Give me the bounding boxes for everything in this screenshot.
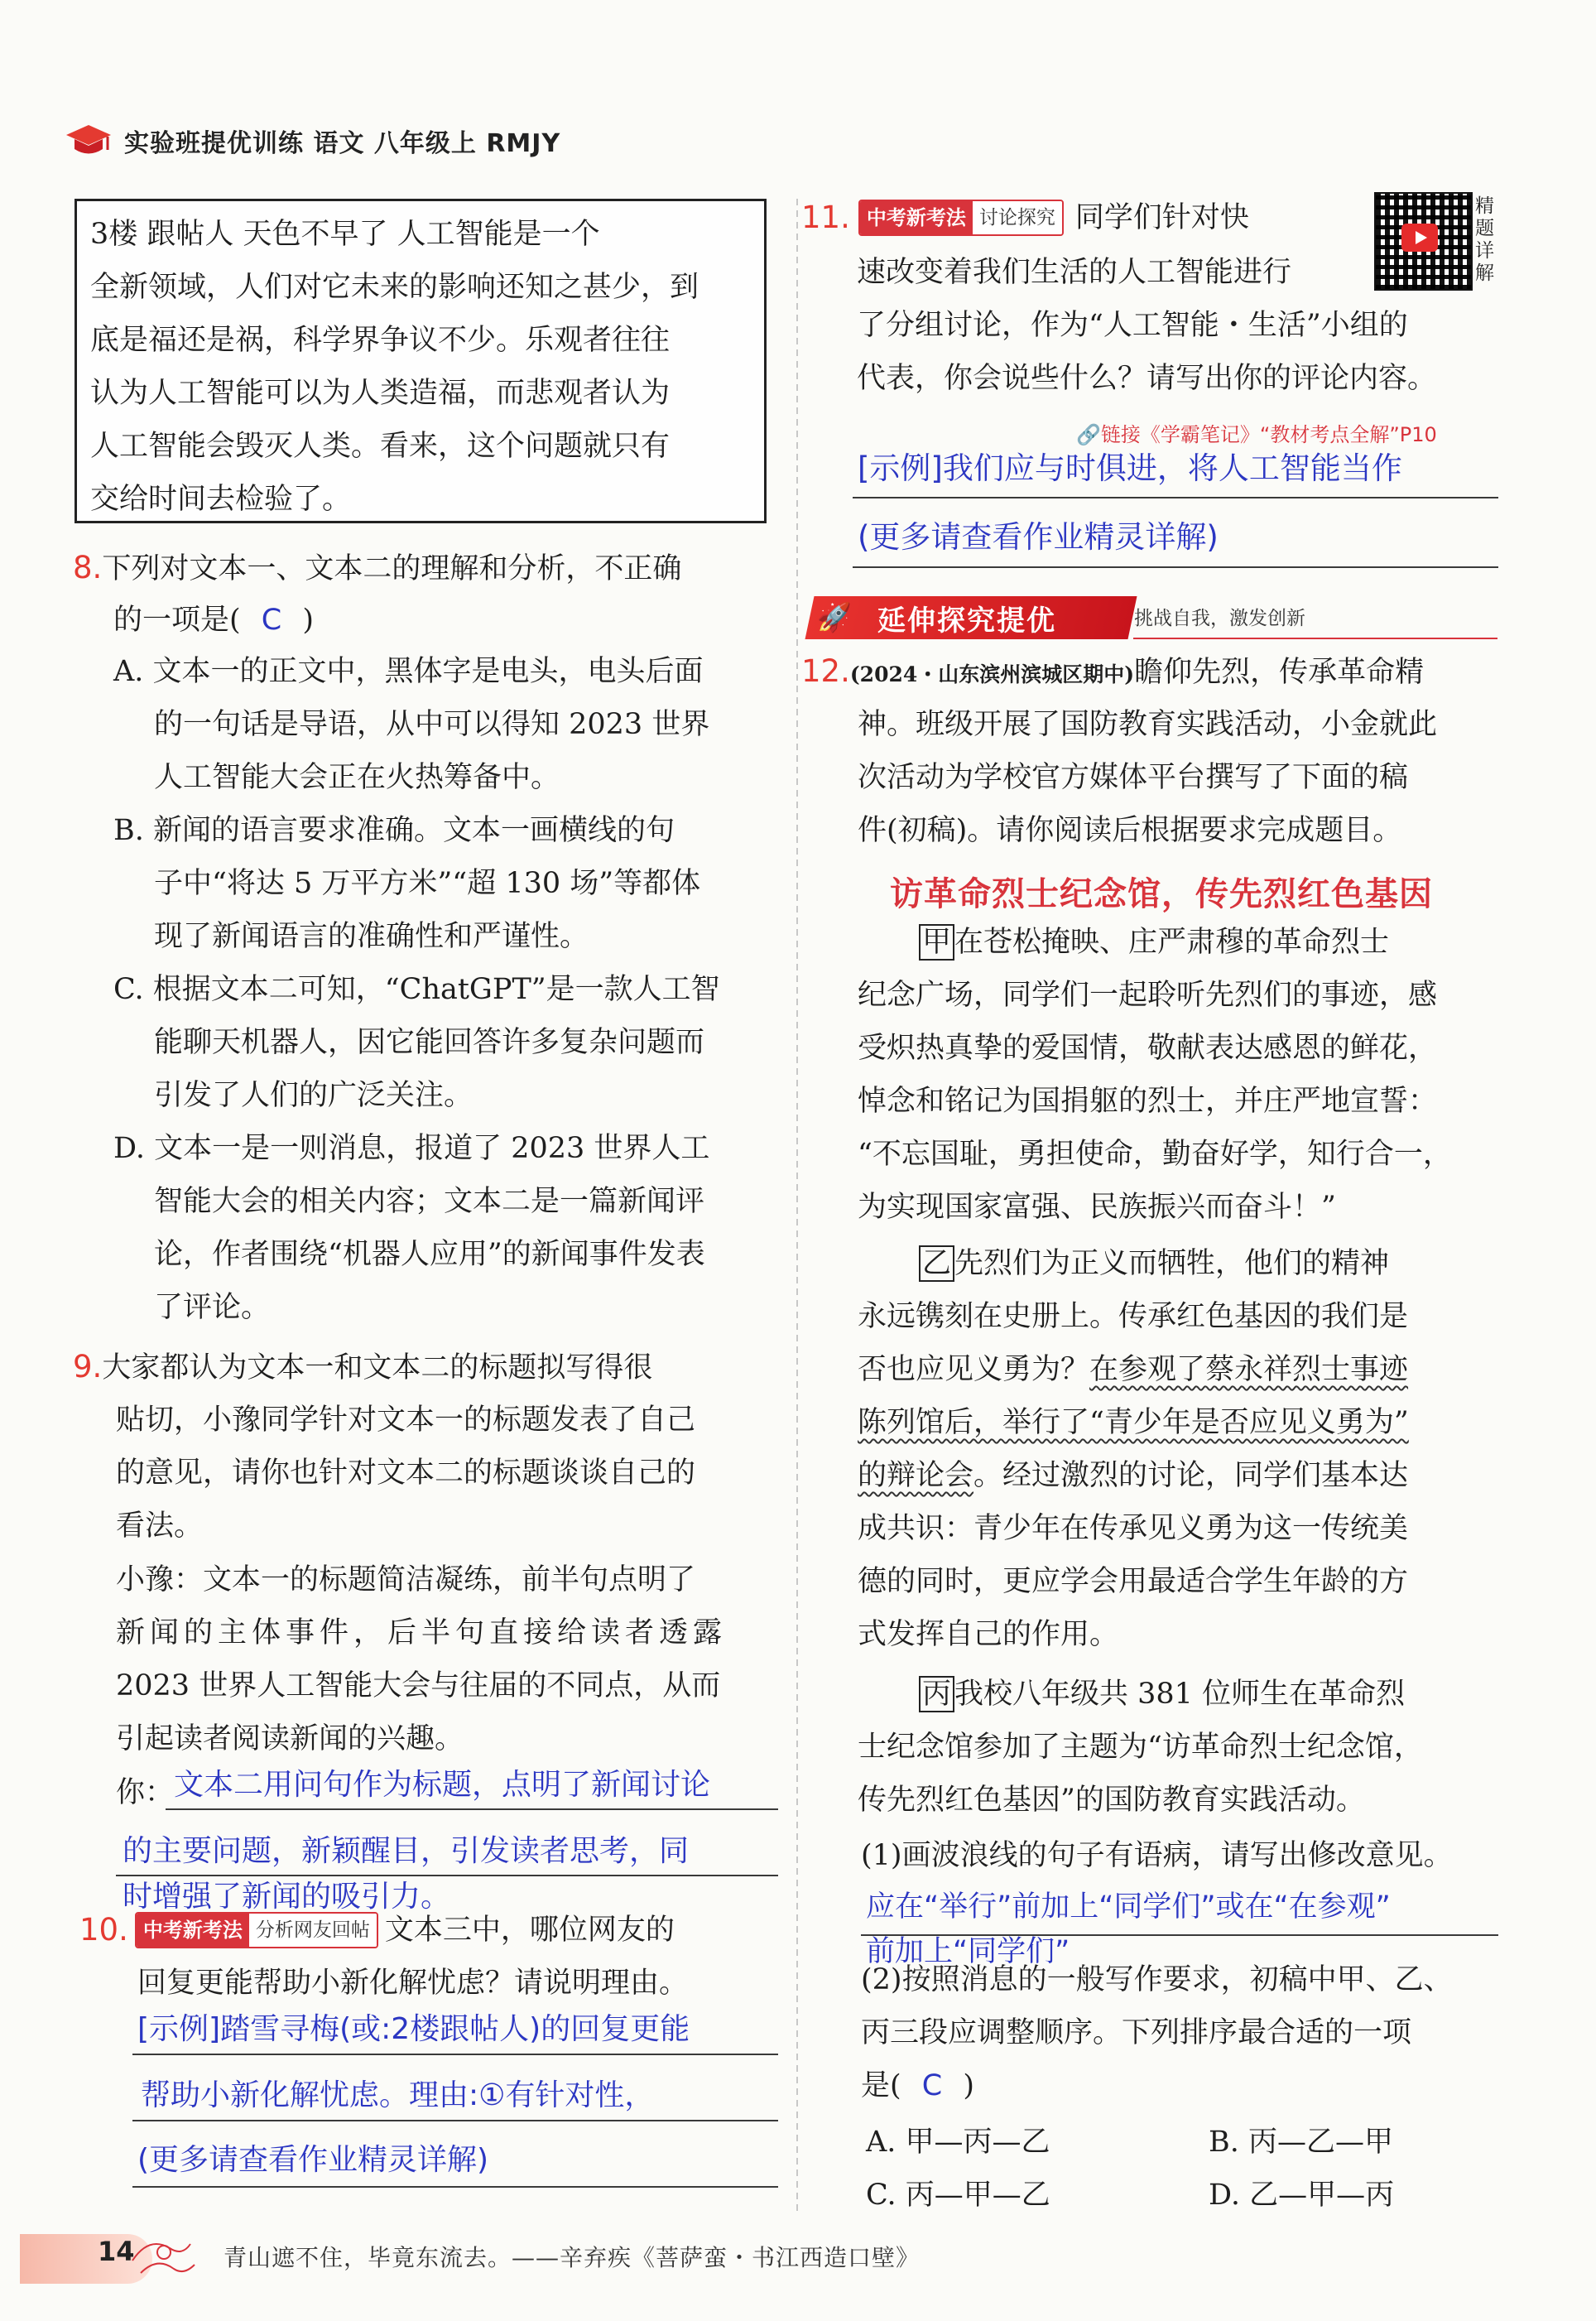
wavy-sentence: 在参观了蔡永祥烈士事迹 <box>1089 1353 1409 1386</box>
paragraph-label: 丙 <box>919 1676 954 1712</box>
option-text: 了评论。 <box>154 1291 271 1324</box>
question-text: 了分组讨论，作为“人工智能・生活”小组的 <box>857 309 1408 342</box>
answer-underline <box>132 2054 778 2055</box>
answer-line: 帮助小新化解忧虑。理由:①有针对性， <box>141 2078 655 2112</box>
question-text: 速改变着我们生活的人工智能进行 <box>857 256 1292 289</box>
question-8-stem: 8.下列对文本一、文本二的理解和分析，不正确 <box>73 550 682 585</box>
link-note: 🔗链接《学霸笔记》“教材考点全解”P10 <box>1076 423 1437 446</box>
question-text: 件(初稿)。请你阅读后根据要求完成题目。 <box>858 814 1402 847</box>
answer-underline <box>853 566 1498 568</box>
paragraph-yi: 乙 先烈们为正义而牺牲，他们的精神 <box>919 1237 1389 1290</box>
quote-line: 全新领域，人们对它未来的影响还知之甚少，到 <box>90 271 699 304</box>
extension-rule <box>1133 638 1497 639</box>
option-text: 论，作者围绕“机器人应用”的新闻事件发表 <box>154 1238 705 1271</box>
hand-drawn-doodle-icon <box>124 2227 199 2285</box>
extension-title: 延伸探究提优 <box>877 604 1056 638</box>
sub-question-2: 丙三段应调整顺序。下列排序最合适的一项 <box>861 2016 1412 2049</box>
paragraph-line: 传先烈红色基因”的国防教育实践活动。 <box>858 1784 1365 1817</box>
answer-underline <box>166 1808 778 1810</box>
option-c: C. 根据文本二可知，“ChatGPT”是一款人工智 <box>113 973 720 1006</box>
qr-label: 精题详解 <box>1475 195 1494 284</box>
paragraph-line: “不忘国耻，勇担使命，勤奋好学，知行合一， <box>858 1138 1452 1171</box>
paragraph-line: 纪念广场，同学们一起聆听先烈们的事迹，感 <box>858 979 1438 1012</box>
quote-box <box>75 199 767 523</box>
answer-line: (更多请查看作业精灵详解) <box>137 2143 489 2177</box>
quote-line: 认为人工智能可以为人类造福，而悲观者认为 <box>90 377 671 410</box>
article-title: 访革命烈士纪念馆，传先烈红色基因 <box>890 875 1433 913</box>
answer-line: 的主要问题，新颖醒目，引发读者思考，同 <box>123 1834 690 1868</box>
question-8-stem-2: 的一项是( C ) <box>113 604 315 637</box>
quote-line: 交给时间去检验了。 <box>90 483 352 516</box>
quote-line: 底是福还是祸，科学界争议不少。乐观者往往 <box>90 324 671 357</box>
option-a: A. 文本一的正文中，黑体字是电头，电头后面 <box>113 655 704 688</box>
question-source: (2024・山东滨州滨城区期中) <box>849 662 1135 686</box>
xiaoyu-opinion: 新闻的主体事件，后半句直接给读者透露 <box>116 1616 728 1649</box>
link-icon: 🔗 <box>1076 423 1101 446</box>
paragraph-line: 受炽热真挚的爱国情，敬献表达感恩的鲜花， <box>858 1032 1438 1065</box>
paragraph-label: 乙 <box>919 1245 954 1282</box>
xiaoyu-opinion: 小豫：文本一的标题简洁凝练，前半句点明了 <box>116 1563 696 1596</box>
question-9-stem: 9.大家都认为文本一和文本二的标题拟写得很 <box>73 1349 653 1384</box>
column-divider <box>796 199 798 2211</box>
paragraph-line: 成共识：青少年在传承见义勇为这一传统美 <box>858 1512 1409 1545</box>
you-label: 你： <box>116 1776 175 1809</box>
option-a: A. 甲—丙—乙 <box>866 2126 1050 2159</box>
quote-line: 3楼 跟帖人 天色不早了 人工智能是一个 <box>90 218 600 251</box>
option-text: 现了新闻语言的准确性和严谨性。 <box>154 920 589 953</box>
paragraph-line: 悼念和铭记为国捐躯的烈士，并庄严地宣誓： <box>858 1085 1438 1118</box>
paragraph-jia: 甲 在苍松掩映、庄严肃穆的革命烈士 <box>919 916 1389 969</box>
question-text: 神。班级开展了国防教育实践活动，小金就此 <box>858 708 1438 741</box>
paragraph-line: 否也应见义勇为？在参观了蔡永祥烈士事迹 <box>858 1353 1409 1386</box>
answer-line: [示例]踏雪寻梅(或:2楼跟帖人)的回复更能 <box>137 2012 690 2046</box>
answer-underline <box>853 497 1498 498</box>
play-icon[interactable] <box>1401 224 1438 252</box>
new-exam-tag: 中考新考法 讨论探究 <box>858 200 1064 236</box>
question-number: 12. <box>801 653 850 689</box>
extension-subtitle: 挑战自我，激发创新 <box>1134 608 1305 629</box>
option-c: C. 丙—甲—乙 <box>866 2179 1050 2212</box>
question-text: 代表，你会说些什么？请写出你的评论内容。 <box>857 362 1437 395</box>
sub-question-1: (1)画波浪线的句子有语病，请写出修改意见。 <box>861 1839 1453 1872</box>
answer-choice: C <box>261 604 282 637</box>
paragraph-line: 为实现国家富强、民族振兴而奋斗！” <box>858 1191 1336 1224</box>
wavy-sentence: 陈列馆后，举行了“青少年是否应见义勇为” <box>858 1406 1409 1439</box>
new-exam-tag: 中考新考法 分析网友回帖 <box>135 1912 378 1948</box>
option-d: D. 乙—甲—丙 <box>1209 2179 1395 2212</box>
answer-line: 时增强了新闻的吸引力。 <box>123 1880 451 1914</box>
xiaoyu-opinion: 2023 世界人工智能大会与往届的不同点，从而 <box>116 1669 721 1702</box>
question-number: 8. <box>73 550 103 585</box>
answer-line: [示例]我们应与时俱进，将人工智能当作 <box>858 450 1402 486</box>
quote-line: 人工智能会毁灭人类。看来，这个问题就只有 <box>90 430 671 463</box>
wavy-sentence: 的辩论会 <box>858 1459 974 1492</box>
question-12-stem: 12.(2024・山东滨州滨城区期中)瞻仰先烈，传承革命精 <box>801 653 1425 689</box>
answer-underline <box>132 2186 778 2188</box>
graduation-cap-icon <box>65 122 113 160</box>
sub-question-2-choice: 是( C ) <box>861 2069 975 2102</box>
book-title: 实验班提优训练 语文 八年级上 RMJY <box>124 129 561 158</box>
paragraph-line: 的辩论会。经过激烈的讨论，同学们基本达 <box>858 1459 1409 1492</box>
answer-underline <box>132 2120 778 2121</box>
option-text: 的一句话是导语，从中可以得知 2023 世界 <box>154 708 710 741</box>
paragraph-line: 德的同时，更应学会用最适合学生年龄的方 <box>858 1565 1409 1598</box>
paragraph-label: 甲 <box>919 924 954 961</box>
page-number: 14 <box>98 2236 135 2267</box>
paragraph-bing: 丙 我校八年级共 381 位师生在革命烈 <box>919 1668 1405 1721</box>
question-text: 贴切，小豫同学针对文本一的标题发表了自己 <box>116 1404 696 1437</box>
question-number: 11. <box>801 200 850 235</box>
answer-line: 前加上“同学们” <box>866 1935 1070 1968</box>
question-number: 10. <box>79 1912 128 1948</box>
xiaoyu-opinion: 引起读者阅读新闻的兴趣。 <box>116 1722 464 1755</box>
answer-line: 应在“举行”前加上“同学们”或在“在参观” <box>866 1890 1391 1924</box>
option-b: B. 新闻的语言要求准确。文本一画横线的句 <box>113 814 675 847</box>
option-text: 引发了人们的广泛关注。 <box>154 1079 474 1112</box>
answer-choice: C <box>921 2069 943 2102</box>
footer-quote: 青山遮不住，毕竟东流去。——辛弃疾《菩萨蛮・书江西造口壁》 <box>224 2244 921 2271</box>
option-text: 能聊天机器人，因它能回答许多复杂问题而 <box>154 1026 705 1059</box>
question-text: 回复更能帮助小新化解忧虑？请说明理由。 <box>137 1967 689 2000</box>
question-10-stem: 10. 中考新考法 分析网友回帖 文本三中，哪位网友的 <box>79 1904 675 1956</box>
option-d: D. 文本一是一则消息，报道了 2023 世界人工 <box>113 1132 710 1165</box>
question-11-stem: 11. 中考新考法 讨论探究 同学们针对快 <box>801 192 1249 243</box>
option-text: 智能大会的相关内容；文本二是一篇新闻评 <box>154 1185 705 1218</box>
page-header <box>65 116 560 166</box>
option-b: B. 丙—乙—甲 <box>1209 2126 1393 2159</box>
question-number: 9. <box>73 1349 103 1384</box>
answer-line: (更多请查看作业精灵详解) <box>858 519 1219 555</box>
paragraph-line: 式发挥自己的作用。 <box>858 1618 1119 1651</box>
question-text: 的意见，请你也针对文本二的标题谈谈自己的 <box>116 1457 696 1490</box>
question-text: 看法。 <box>116 1510 204 1543</box>
sub-question-2: (2)按照消息的一般写作要求，初稿中甲、乙、 <box>861 1963 1453 1996</box>
paragraph-line: 永远镌刻在史册上。传承红色基因的我们是 <box>858 1300 1409 1333</box>
paragraph-line: 士纪念馆参加了主题为“访革命烈士纪念馆， <box>858 1731 1423 1764</box>
option-text: 子中“将达 5 万平方米”“超 130 场”等都体 <box>154 867 701 900</box>
option-text: 人工智能大会正在火热筹备中。 <box>154 761 560 794</box>
answer-line: 文本二用问句作为标题，点明了新闻讨论 <box>174 1768 711 1802</box>
question-text: 次活动为学校官方媒体平台撰写了下面的稿 <box>858 761 1409 794</box>
rocket-icon: 🚀 <box>816 601 853 634</box>
